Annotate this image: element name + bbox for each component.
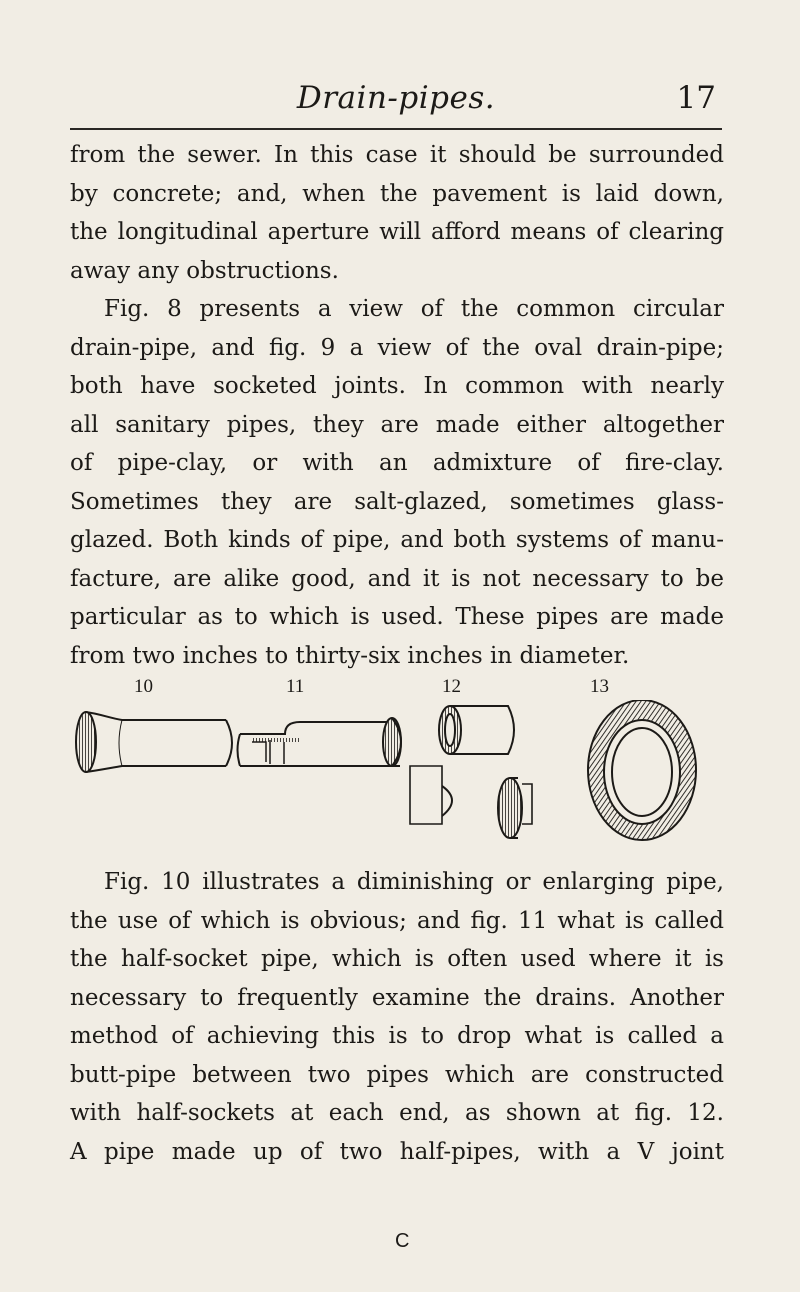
text-line: away any obstructions. — [70, 257, 339, 284]
figure-label-10: 10 — [134, 676, 153, 697]
figure-12-butt-pipe — [410, 706, 532, 838]
header-rule — [70, 128, 722, 130]
text-line: of pipe-clay, or with an admixture of fire-clay. — [70, 450, 724, 476]
text-line: from two inches to thirty-six inches in diameter. — [70, 642, 630, 669]
text-line: from the sewer. In this case it should be surrounded — [70, 142, 724, 168]
text-line: method of achieving this is to drop what is called a — [70, 1023, 724, 1049]
figure-11-half-socket-pipe — [238, 718, 402, 766]
running-title: Drain-pipes. — [296, 80, 496, 116]
pipe-figures — [70, 700, 730, 845]
text-line: glazed. Both kinds of pipe, and both systems of manu- — [70, 527, 724, 553]
text-line: the use of which is obvious; and fig. 11 what is called — [70, 907, 724, 934]
text-line: the longitudinal aperture will afford means of clearing — [70, 219, 724, 245]
text-line: A pipe made up of two half-pipes, with a V joint — [70, 1138, 724, 1165]
figure-13-pipe-end — [588, 700, 696, 840]
text-line: necessary to frequently examine the drains. Another — [70, 984, 724, 1011]
figure-label-13: 13 — [590, 676, 609, 697]
text-line: drain-pipe, and fig. 9 a view of the oval drain-pipe; — [70, 334, 724, 361]
signature-mark: C — [395, 1230, 410, 1252]
figure-label-11: 11 — [286, 676, 305, 697]
figure-labels — [0, 676, 800, 700]
text-line: the half-socket pipe, which is often used where it is — [70, 946, 724, 972]
text-line: facture, are alike good, and it is not necessary to be — [70, 565, 724, 592]
text-line: by concrete; and, when the pavement is laid down, — [70, 180, 724, 207]
paragraph-1 — [70, 136, 724, 675]
text-line: Fig. 10 illustrates a diminishing or enlarging pipe, — [104, 869, 724, 895]
text-line: Fig. 8 presents a view of the common circular — [104, 296, 724, 322]
figure-10-diminishing-pipe — [76, 712, 232, 772]
text-line: particular as to which is used. These pipes are made — [70, 604, 724, 630]
page-number: 17 — [676, 80, 716, 116]
paragraph-2 — [70, 863, 724, 1171]
text-line: with half-sockets at each end, as shown at fig. 12. — [70, 1100, 724, 1126]
page-header — [70, 80, 722, 120]
text-line: both have socketed joints. In common with nearly — [70, 373, 724, 399]
figure-label-12: 12 — [442, 676, 461, 697]
text-line: butt-pipe between two pipes which are constructed — [70, 1061, 724, 1088]
text-line: Sometimes they are salt-glazed, sometimes glass- — [70, 488, 724, 515]
text-line: all sanitary pipes, they are made either altogether — [70, 411, 724, 438]
